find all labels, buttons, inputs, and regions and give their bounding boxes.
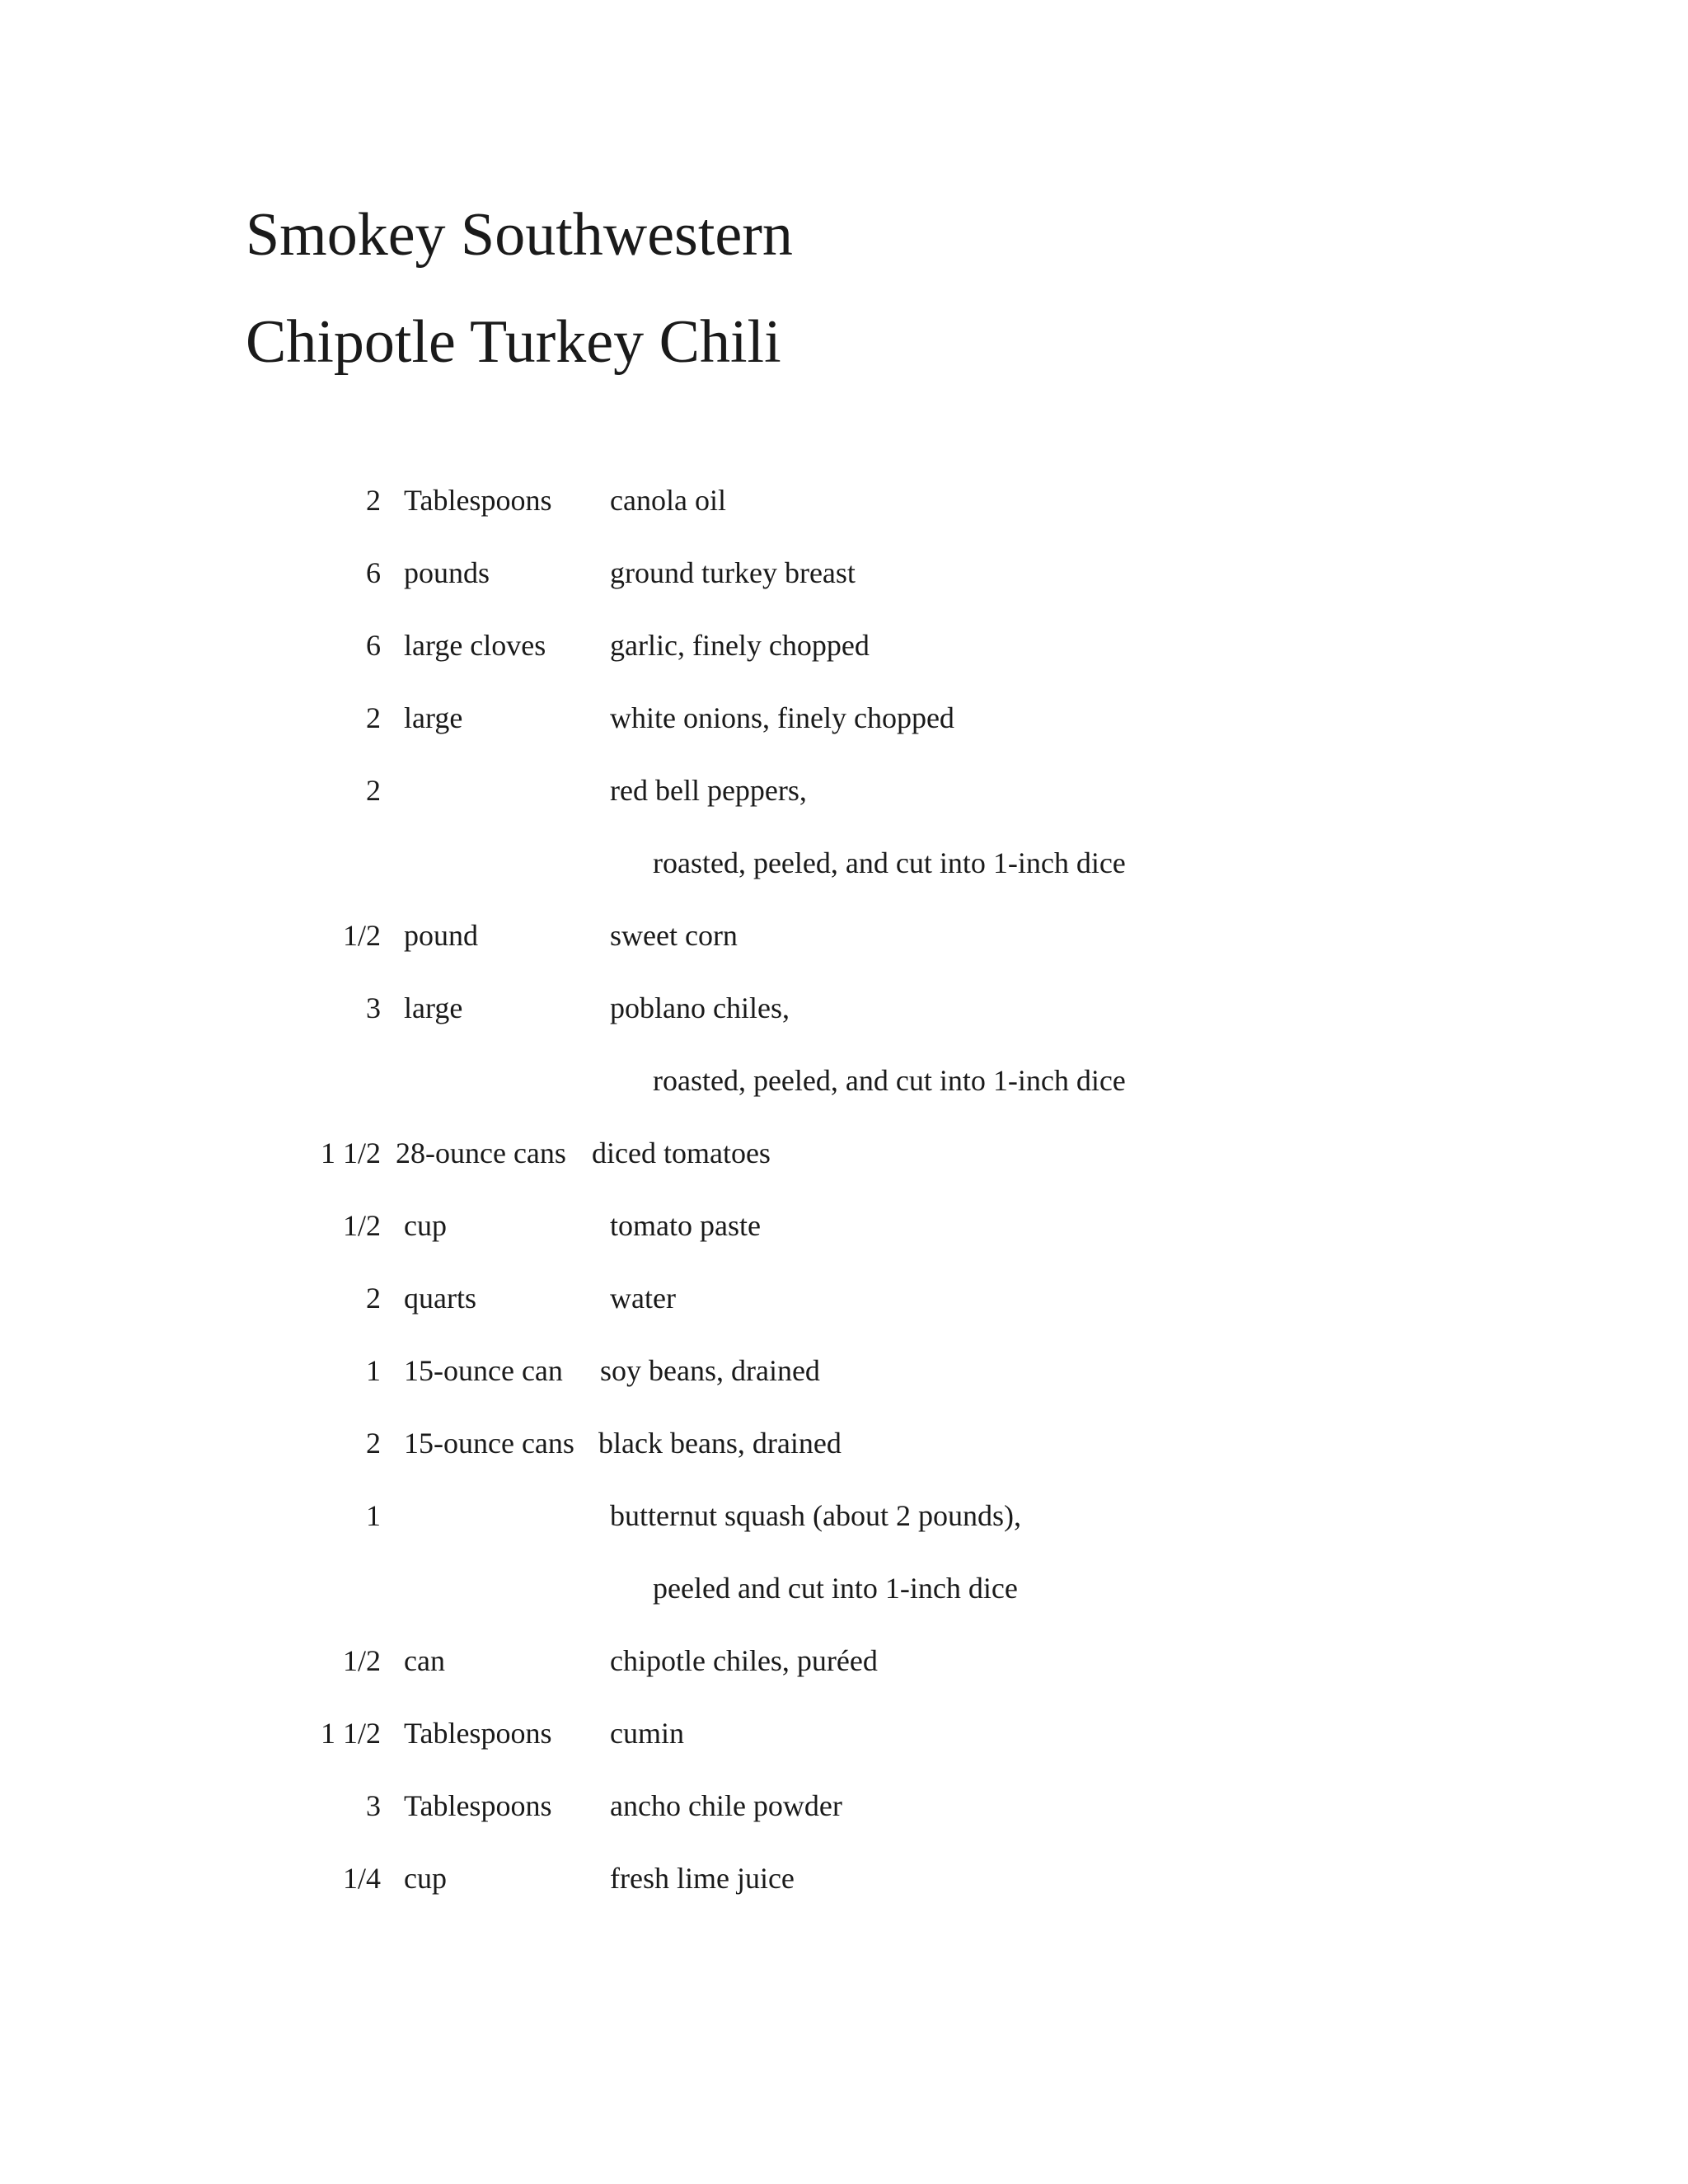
ingredient-unit: large <box>404 991 463 1024</box>
ingredient-row <box>0 1781 1688 1830</box>
ingredient-unit: 15-ounce cans <box>404 1427 574 1460</box>
ingredient-quantity: 1/2 <box>342 1644 381 1677</box>
ingredient-name: poblano chiles, <box>610 991 790 1024</box>
ingredient-prep-note: roasted, peeled, and cut into 1-inch dice <box>653 1064 1126 1097</box>
ingredient-name: red bell peppers, <box>610 774 807 807</box>
ingredient-quantity: 6 <box>366 556 381 589</box>
ingredient-name: tomato paste <box>610 1209 761 1242</box>
ingredient-quantity: 2 <box>366 1427 381 1460</box>
recipe-title-line-2: Chipotle Turkey Chili <box>246 308 781 376</box>
ingredient-prep-note: roasted, peeled, and cut into 1-inch dice <box>653 846 1126 879</box>
ingredient-continuation-row <box>0 1563 1688 1613</box>
ingredient-row <box>0 693 1688 743</box>
ingredient-unit: quarts <box>404 1282 476 1315</box>
ingredient-quantity: 1 1/2 <box>320 1137 381 1169</box>
ingredient-row <box>0 1708 1688 1758</box>
ingredient-row <box>0 1418 1688 1468</box>
ingredient-name: black beans, drained <box>598 1427 842 1460</box>
ingredient-quantity: 1 1/2 <box>320 1717 381 1750</box>
ingredient-row <box>0 1491 1688 1540</box>
ingredient-row <box>0 476 1688 525</box>
ingredient-row <box>0 1273 1688 1323</box>
ingredient-quantity: 3 <box>366 991 381 1024</box>
ingredient-row <box>0 1636 1688 1685</box>
ingredient-unit: 15-ounce can <box>404 1354 563 1387</box>
ingredient-name: soy beans, drained <box>600 1354 820 1387</box>
ingredient-name: garlic, finely chopped <box>610 629 870 662</box>
ingredient-quantity: 2 <box>366 701 381 734</box>
ingredient-quantity: 3 <box>366 1789 381 1822</box>
ingredient-unit: large <box>404 701 463 734</box>
ingredient-unit: large cloves <box>404 629 546 662</box>
ingredient-name: ground turkey breast <box>610 556 856 589</box>
ingredient-name: fresh lime juice <box>610 1862 795 1895</box>
ingredient-row <box>0 1128 1688 1178</box>
ingredient-quantity: 1/2 <box>342 919 381 952</box>
ingredient-name: cumin <box>610 1717 684 1750</box>
ingredient-continuation-row <box>0 1056 1688 1105</box>
ingredient-prep-note: peeled and cut into 1-inch dice <box>653 1572 1018 1605</box>
ingredient-name: white onions, finely chopped <box>610 701 954 734</box>
ingredient-unit: pound <box>404 919 478 952</box>
ingredient-name: sweet corn <box>610 919 738 952</box>
ingredient-row <box>0 766 1688 815</box>
ingredient-quantity: 2 <box>366 1282 381 1315</box>
ingredient-unit: can <box>404 1644 445 1677</box>
ingredient-row <box>0 911 1688 960</box>
ingredient-unit: Tablespoons <box>404 1717 552 1750</box>
ingredient-unit: Tablespoons <box>404 484 552 517</box>
ingredient-name: ancho chile powder <box>610 1789 842 1822</box>
ingredient-unit: cup <box>404 1862 447 1895</box>
ingredient-row <box>0 1854 1688 1903</box>
ingredient-unit: cup <box>404 1209 447 1242</box>
ingredient-quantity: 1/2 <box>342 1209 381 1242</box>
ingredient-quantity: 1 <box>366 1354 381 1387</box>
ingredient-row <box>0 983 1688 1033</box>
ingredient-row <box>0 1346 1688 1395</box>
ingredient-row <box>0 621 1688 670</box>
ingredient-continuation-row <box>0 838 1688 888</box>
ingredient-name: canola oil <box>610 484 726 517</box>
ingredient-unit: Tablespoons <box>404 1789 552 1822</box>
ingredient-name: butternut squash (about 2 pounds), <box>610 1499 1021 1532</box>
ingredient-quantity: 2 <box>366 484 381 517</box>
ingredient-name: chipotle chiles, puréed <box>610 1644 878 1677</box>
recipe-title-line-1: Smokey Southwestern <box>246 201 793 269</box>
ingredient-quantity: 2 <box>366 774 381 807</box>
ingredient-quantity: 6 <box>366 629 381 662</box>
ingredient-quantity: 1/4 <box>342 1862 381 1895</box>
ingredient-row <box>0 1201 1688 1250</box>
ingredient-name: water <box>610 1282 676 1315</box>
ingredient-name: diced tomatoes <box>592 1137 771 1169</box>
ingredient-row <box>0 548 1688 598</box>
ingredient-unit: pounds <box>404 556 490 589</box>
ingredient-unit: 28-ounce cans <box>396 1137 566 1169</box>
ingredient-quantity: 1 <box>366 1499 381 1532</box>
